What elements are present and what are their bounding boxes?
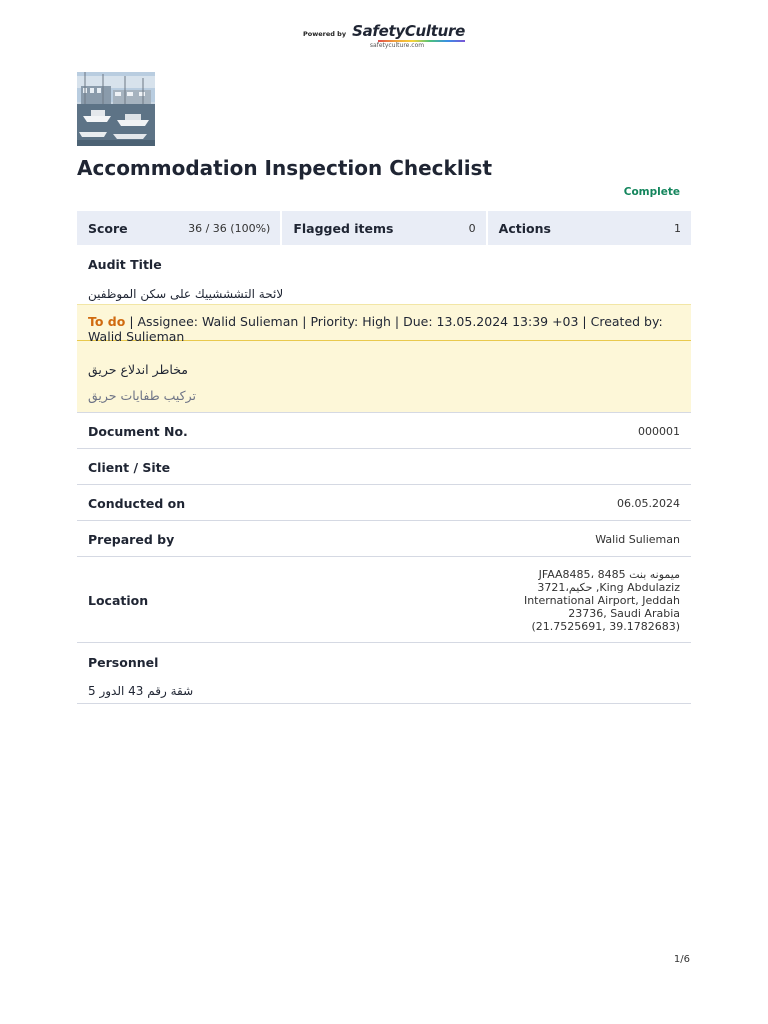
flagged-items-value: 0 xyxy=(468,221,476,235)
location-line: 23736, Saudi Arabia xyxy=(568,606,680,620)
marina-photo-image xyxy=(77,72,155,146)
location-coordinates: (21.7525691, 39.1782683) xyxy=(531,619,680,633)
action-status: To do xyxy=(88,314,126,329)
document-number-row xyxy=(77,414,691,449)
powered-by-banner xyxy=(0,22,768,49)
page-number: 1/6 xyxy=(673,954,690,965)
location-address[interactable] xyxy=(460,568,680,633)
score-label: Score xyxy=(88,220,128,236)
conducted-on-label: Conducted on xyxy=(88,495,186,511)
powered-by-label: Powered by xyxy=(303,30,347,38)
brand-url: safetyculture.com xyxy=(369,42,425,49)
audit-title-field xyxy=(77,246,691,304)
action-header xyxy=(77,305,691,344)
prepared-by-value: Walid Sulieman xyxy=(595,532,680,546)
status-badge: Complete xyxy=(623,186,680,198)
action-description: تركيب طفايات حريق xyxy=(88,388,196,403)
location-line: International Airport, Jeddah xyxy=(523,593,680,607)
inspection-photo xyxy=(77,72,155,146)
audit-title-label: Audit Title xyxy=(88,257,162,272)
location-label: Location xyxy=(88,592,149,608)
document-number-label: Document No. xyxy=(88,423,188,439)
prepared-by-label: Prepared by xyxy=(88,531,175,547)
location-row xyxy=(77,558,691,643)
personnel-field xyxy=(77,644,691,704)
conducted-on-value: 06.05.2024 xyxy=(617,496,680,510)
action-title: مخاطر اندلاع حريق xyxy=(88,362,188,377)
brand-underline xyxy=(378,40,465,42)
personnel-value: شقة رقم 43 الدور 5 xyxy=(88,684,194,698)
score-value: 36 / 36 (100%) xyxy=(188,221,271,235)
flagged-items-cell[interactable] xyxy=(282,211,485,245)
conducted-on-row xyxy=(77,486,691,521)
prepared-by-row xyxy=(77,522,691,557)
brand-logo xyxy=(352,22,465,40)
location-line: حكيم،3721 ,King Abdulaziz xyxy=(537,580,680,594)
audit-title-value: لائحة التشششييك على سكن الموظفين xyxy=(88,287,284,301)
location-line: JFAA8485، 8485 ميمونه بنت xyxy=(538,567,680,581)
action-meta: | Assignee: Walid Sulieman | Priority: High | Due: 13.05.2024 13:39 +03 | Created by: Walid Sulieman xyxy=(88,314,663,344)
document-number-value: 000001 xyxy=(638,424,680,438)
flagged-items-label: Flagged items xyxy=(293,220,394,236)
action-item[interactable] xyxy=(77,304,691,413)
client-site-label: Client / Site xyxy=(88,459,171,475)
actions-cell[interactable] xyxy=(488,211,691,245)
actions-value: 1 xyxy=(673,221,681,235)
actions-label: Actions xyxy=(498,220,551,236)
brand-name: SafetyCulture xyxy=(352,22,465,40)
personnel-label: Personnel xyxy=(88,655,159,670)
report-title: Accommodation Inspection Checklist xyxy=(77,156,493,180)
summary-bar xyxy=(77,211,691,245)
score-cell xyxy=(77,211,280,245)
client-site-row xyxy=(77,450,691,485)
